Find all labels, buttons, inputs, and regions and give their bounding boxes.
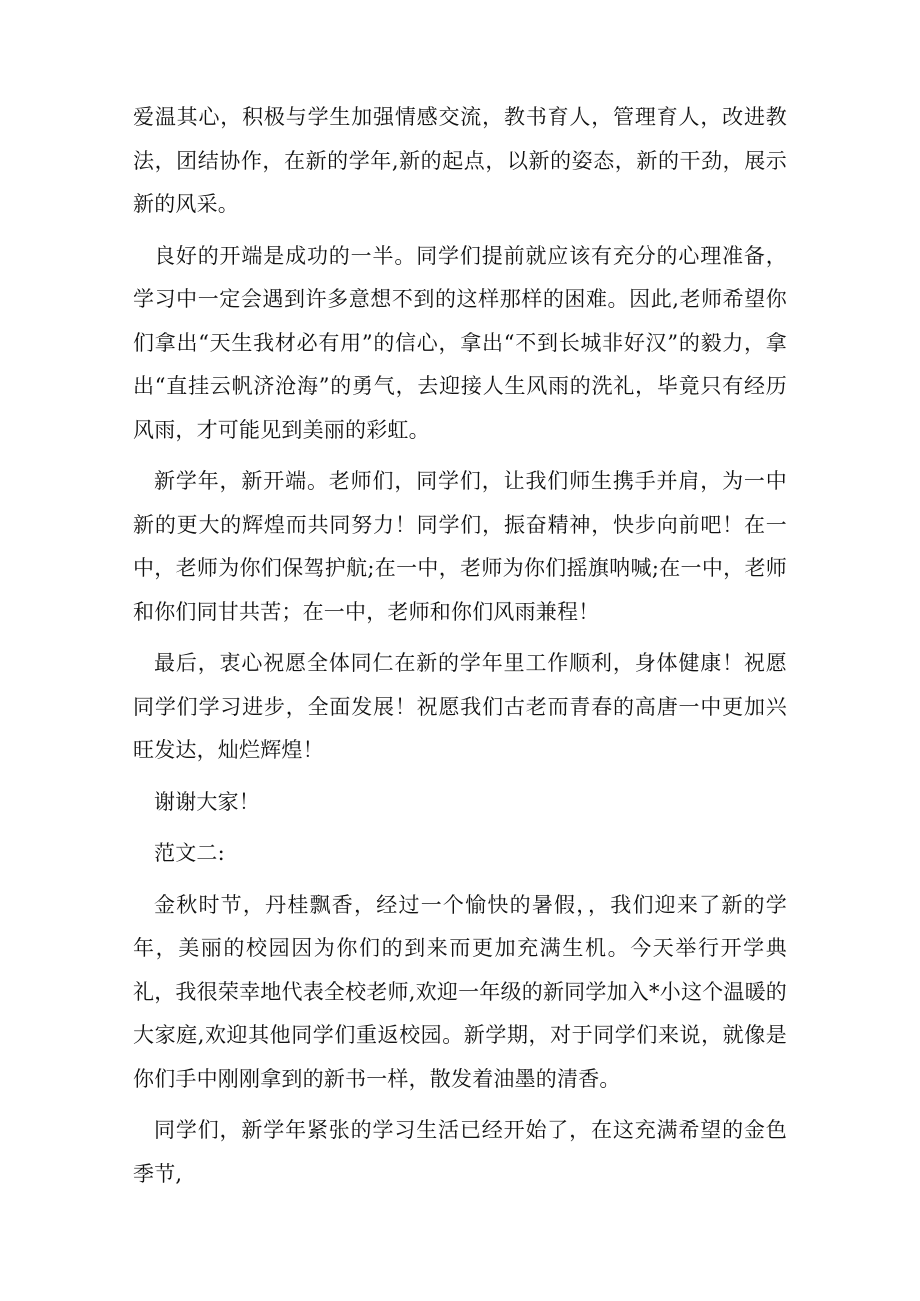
paragraph-good-start: 良好的开端是成功的一半。同学们提前就应该有充分的心理准备，学习中一定会遇到许多意想不到的这样那样的困难。因此,老师希望你们拿出“天生我材必有用”的信心，拿出“不到长城非好汉”的毅力，拿出“直挂云帆济沧海”的勇气，去迎接人生风雨的洗礼，毕竟只有经历风雨，才可能见到美丽的彩虹。 <box>133 243 787 442</box>
paragraph-wishes: 最后，衷心祝愿全体同仁在新的学年里工作顺利，身体健康！祝愿同学们学习进步，全面发展！祝愿我们古老而青春的高唐一中更加兴旺发达，灿烂辉煌！ <box>133 651 787 762</box>
paragraph-autumn: 金秋时节，丹桂飘香，经过一个愉快的暑假，，我们迎来了新的学年，美丽的校园因为你们的到来而更加充满生机。今天举行开学典礼，我很荣幸地代表全校老师,欢迎一年级的新同学加入*小这个温暖的大家庭,欢迎其他同学们重返校园。新学期，对于同学们来说，就像是你们手中刚刚拿到的新书一样，散发着油墨的清香。 <box>133 892 787 1091</box>
paragraph-thanks: 谢谢大家！ <box>154 789 260 814</box>
paragraph-students: 同学们，新学年紧张的学习生活已经开始了，在这充满希望的金色季节, <box>133 1118 787 1186</box>
section-heading-sample-two: 范文二: <box>154 841 225 865</box>
paragraph-continuation: 爱温其心，积极与学生加强情感交流，教书育人，管理育人，改进教法，团结协作，在新的学年,新的起点，以新的姿态，新的干劲，展示新的风采。 <box>133 105 787 216</box>
paragraph-new-year: 新学年，新开端。老师们，同学们，让我们师生携手并肩，为一中新的更大的辉煌而共同努力！同学们，振奋精神，快步向前吧！在一中，老师为你们保驾护航;在一中，老师为你们摇旗呐喊;在一中，老师和你们同甘共苦；在一中，老师和你们风雨兼程！ <box>133 469 787 624</box>
